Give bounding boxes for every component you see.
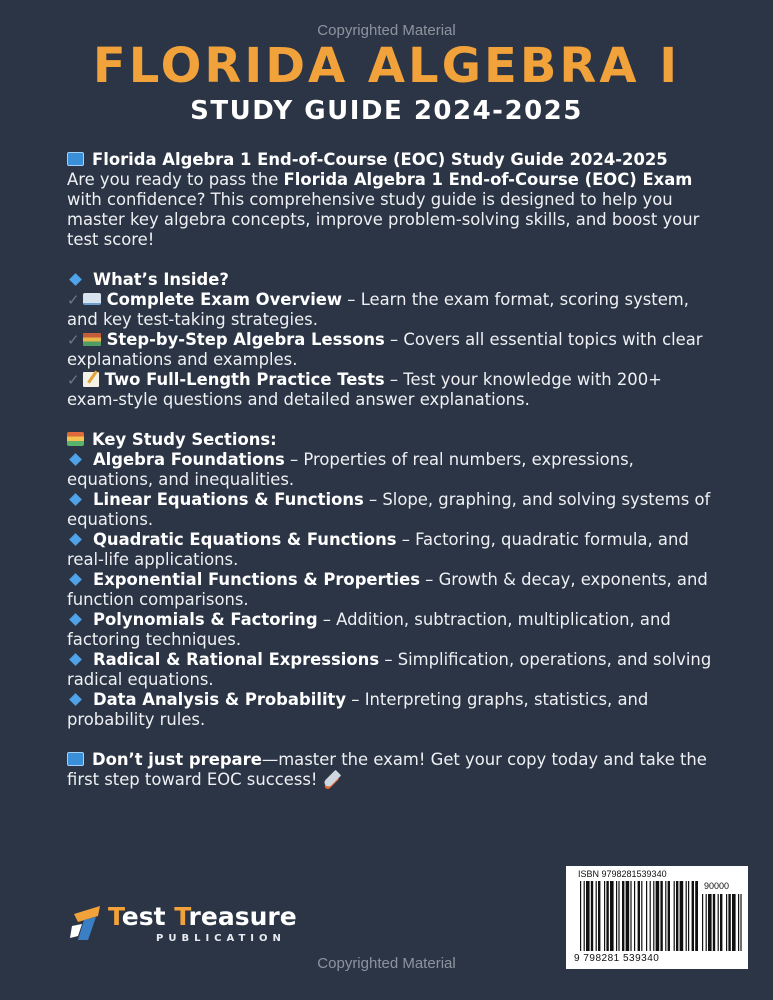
diamond-icon bbox=[69, 613, 82, 626]
section-text: – Simplification, operations, and solving radical equations. bbox=[67, 650, 712, 689]
sections-block bbox=[67, 430, 717, 730]
inside-item-title: Complete Exam Overview bbox=[106, 290, 343, 309]
publisher-name: Test Treasure bbox=[108, 902, 297, 931]
intro-text-start: Are you ready to pass the bbox=[67, 170, 284, 189]
isbn-barcode bbox=[566, 866, 748, 969]
section-title: Quadratic Equations & Functions bbox=[93, 530, 397, 549]
memo-icon bbox=[83, 372, 99, 387]
section-text: – Addition, subtraction, multiplication, and factoring techniques. bbox=[67, 610, 671, 649]
closing-text: —master the exam! Get your copy today and take the first step toward EOC success! bbox=[67, 750, 707, 789]
inside-item-title: Step-by-Step Algebra Lessons bbox=[106, 330, 385, 349]
section-title: Exponential Functions & Properties bbox=[93, 570, 420, 589]
barcode-digits: 9 798281 539340 bbox=[574, 953, 660, 964]
barcode-bars bbox=[580, 881, 698, 951]
diamond-icon bbox=[69, 693, 82, 706]
check-icon: ✓ bbox=[67, 371, 80, 389]
watermark-top: Copyrighted Material bbox=[317, 22, 456, 39]
diamond-icon bbox=[69, 493, 82, 506]
watermark-bottom: Copyrighted Material bbox=[317, 955, 456, 972]
sections-heading: Key Study Sections: bbox=[92, 430, 277, 449]
section-text: – Growth & decay, exponents, and function comparisons. bbox=[67, 570, 708, 609]
section-title: Radical & Rational Expressions bbox=[93, 650, 380, 669]
book-icon bbox=[67, 752, 84, 766]
diamond-icon bbox=[69, 533, 82, 546]
section-title: Algebra Foundations bbox=[93, 450, 285, 469]
cover-subtitle: STUDY GUIDE 2024-2025 bbox=[190, 96, 583, 126]
inside-item-text: – Learn the exam format, scoring system, and key test-taking strategies. bbox=[67, 290, 689, 329]
diamond-icon bbox=[69, 573, 82, 586]
price-code: 90000 bbox=[704, 881, 730, 891]
inside-heading: What’s Inside? bbox=[93, 270, 229, 289]
publisher-subtitle: PUBLICATION bbox=[156, 933, 286, 944]
publisher-logo bbox=[70, 902, 370, 948]
section-text: – Factoring, quadratic formula, and real-life applications. bbox=[67, 530, 689, 569]
section-title: Linear Equations & Functions bbox=[93, 490, 364, 509]
books-icon bbox=[67, 432, 84, 446]
description-body bbox=[67, 150, 717, 790]
section-text: – Properties of real numbers, expressions, equations, and inequalities. bbox=[67, 450, 634, 489]
diamond-icon bbox=[69, 273, 82, 286]
section-text: – Interpreting graphs, statistics, and probability rules. bbox=[67, 690, 649, 729]
open-book-icon bbox=[83, 293, 101, 305]
intro-heading: Florida Algebra 1 End-of-Course (EOC) Study Guide 2024-2025 bbox=[92, 150, 668, 169]
inside-item-text: – Covers all essential topics with clear explanations and examples. bbox=[67, 330, 703, 369]
rocket-icon bbox=[323, 770, 341, 788]
closing-bold: Don’t just prepare bbox=[92, 750, 262, 769]
barcode-addon-bars bbox=[702, 894, 742, 951]
books-icon bbox=[83, 333, 101, 346]
publisher-mark-icon bbox=[70, 904, 104, 942]
check-icon: ✓ bbox=[67, 331, 80, 349]
section-text: – Slope, graphing, and solving systems of equations. bbox=[67, 490, 711, 529]
section-title: Data Analysis & Probability bbox=[93, 690, 347, 709]
book-icon bbox=[67, 152, 84, 166]
cover-title: FLORIDA ALGEBRA I bbox=[92, 38, 681, 94]
closing-block bbox=[67, 750, 717, 790]
diamond-icon bbox=[69, 653, 82, 666]
intro-block bbox=[67, 150, 717, 250]
section-title: Polynomials & Factoring bbox=[93, 610, 318, 629]
isbn-label: ISBN 9798281539340 bbox=[578, 869, 667, 879]
inside-item-text: – Test your knowledge with 200+ exam-style questions and detailed answer explanations. bbox=[67, 370, 662, 409]
intro-text-bold: Florida Algebra 1 End-of-Course (EOC) Exam bbox=[283, 170, 693, 189]
diamond-icon bbox=[69, 453, 82, 466]
check-icon: ✓ bbox=[67, 291, 80, 309]
inside-item-title: Two Full-Length Practice Tests bbox=[104, 370, 385, 389]
inside-block bbox=[67, 270, 717, 410]
intro-text-end: with confidence? This comprehensive study guide is designed to help you master key algebra concepts, improve problem-solving skills, and boost your test score! bbox=[67, 190, 700, 249]
